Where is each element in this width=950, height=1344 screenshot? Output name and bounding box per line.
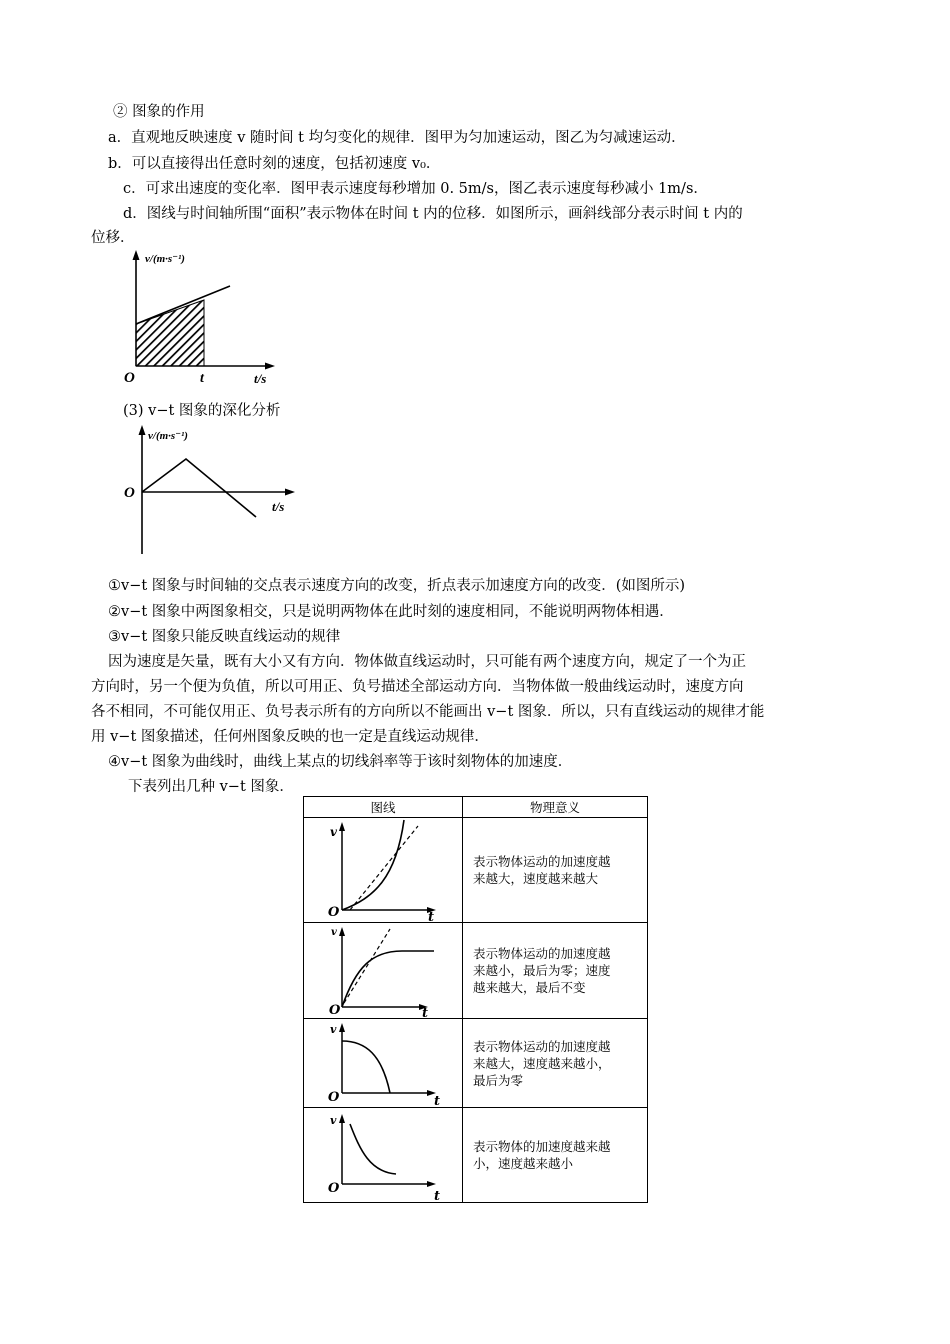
t-label: t bbox=[422, 1006, 429, 1018]
point-3: ③v−t 图象只能反映直线运动的规律 bbox=[108, 629, 341, 645]
v-label: v bbox=[330, 1023, 337, 1036]
meaning-text-line: 表示物体运动的加速度越 bbox=[473, 854, 611, 869]
graph-decel-decreasing bbox=[304, 1108, 462, 1202]
header-meaning: 物理意义 bbox=[463, 797, 648, 818]
t-mark-label: t bbox=[200, 371, 204, 386]
table-row bbox=[304, 1019, 648, 1108]
graph-decel-increasing bbox=[304, 1019, 462, 1107]
origin-label: O bbox=[124, 485, 135, 501]
vt-graph-table bbox=[303, 796, 648, 1203]
meaning-text-line: 来越大，速度越来越小， bbox=[473, 1055, 611, 1071]
meaning-cell bbox=[463, 1019, 648, 1108]
meaning-cell bbox=[463, 923, 648, 1019]
point-2: ②v−t 图象中两图象相交，只是说明两物体在此时刻的速度相同，不能说明两物体相遇． bbox=[108, 604, 674, 620]
curve bbox=[342, 820, 404, 910]
paragraph-a: a．直观地反映速度 v 随时间 t 均匀变化的规律．图甲为匀加速运动，图乙为匀减速运动． bbox=[108, 130, 686, 146]
tangent-line bbox=[350, 826, 418, 910]
t-axis-arrow bbox=[285, 489, 295, 496]
paragraph-c: c．可求出速度的变化率．图甲表示速度每秒增加 0. 5m/s，图乙表示速度每秒减小 1m/s． bbox=[123, 181, 708, 197]
explanation-line-1: 因为速度是矢量，既有大小又有方向．物体做直线运动时，只可能有两个速度方向，规定了一个为正 bbox=[108, 654, 746, 670]
turning-point-vt-figure bbox=[118, 422, 298, 558]
meaning-text-line: 小，速度越来越小 bbox=[473, 1156, 574, 1171]
point-4: ④v−t 图象为曲线时，曲线上某点的切线斜率等于该时刻物体的加速度． bbox=[108, 754, 573, 770]
v-label: v bbox=[330, 825, 337, 839]
meaning-text-line: 越来越大，最后不变 bbox=[473, 980, 586, 995]
paragraph-d-continued: 位移． bbox=[91, 230, 135, 246]
tangent-line bbox=[344, 929, 390, 1003]
meaning-text-line: 最后为零 bbox=[473, 1072, 524, 1088]
meaning-text-line: 来越小，最后为零；速度 bbox=[473, 963, 611, 978]
origin-label: O bbox=[328, 1181, 340, 1196]
curve bbox=[350, 1124, 396, 1174]
meaning-cell bbox=[463, 1108, 648, 1203]
v-label: v bbox=[331, 927, 337, 938]
graph-cell bbox=[304, 1108, 463, 1203]
meaning-text-line: 表示物体运动的加速度越 bbox=[473, 946, 611, 961]
graph-cell bbox=[304, 818, 463, 923]
graph-accel-decreasing-to-zero bbox=[304, 923, 462, 1018]
origin-label: O bbox=[329, 1003, 341, 1018]
t-label: t bbox=[434, 1189, 441, 1202]
v-axis-arrow bbox=[139, 425, 146, 435]
explanation-line-3: 各不相同，不可能仅用正、负号表示所有的方向所以不能画出 v−t 图象．所以，只有直线运动的规律才能 bbox=[91, 704, 765, 720]
table-header-row bbox=[304, 797, 648, 818]
origin-label: O bbox=[328, 905, 340, 920]
curve bbox=[342, 951, 434, 1007]
graph-cell bbox=[304, 1019, 463, 1108]
t-axis-label: t/s bbox=[254, 371, 267, 386]
graph-cell bbox=[304, 923, 463, 1019]
section-heading-graph-role: ② 图象的作用 bbox=[113, 104, 205, 120]
velocity-polyline bbox=[142, 459, 256, 517]
t-axis-label: t/s bbox=[272, 499, 285, 514]
v-axis-arrow bbox=[133, 250, 140, 260]
origin-label: O bbox=[328, 1090, 340, 1105]
area-under-vt-figure bbox=[118, 248, 288, 390]
v-label: v bbox=[330, 1114, 337, 1127]
meaning-text-line: 表示物体的加速度越来越 bbox=[473, 1139, 611, 1154]
table-row bbox=[304, 1108, 648, 1203]
explanation-line-2: 方向时，另一个便为负值，所以可用正、负号描述全部运动方向．当物体做一般曲线运动时，速度方向 bbox=[91, 679, 744, 695]
origin-label: O bbox=[124, 370, 135, 386]
section-heading-deep-analysis: (3) v−t 图象的深化分析 bbox=[123, 403, 281, 419]
v-axis-label: v/(m·s⁻¹) bbox=[148, 430, 188, 442]
meaning-text-line: 来越大，速度越来越大 bbox=[473, 871, 599, 886]
paragraph-b: b．可以直接得出任意时刻的速度，包括初速度 v₀． bbox=[108, 156, 441, 172]
graph-accel-increasing bbox=[304, 818, 462, 922]
t-label: t bbox=[428, 910, 435, 922]
curve bbox=[342, 1041, 390, 1093]
v-axis-label: v/(m·s⁻¹) bbox=[145, 253, 185, 265]
meaning-cell bbox=[463, 818, 648, 923]
explanation-line-4: 用 v−t 图象描述，任何州图象反映的也一定是直线运动规律． bbox=[91, 729, 489, 745]
table-row bbox=[304, 818, 648, 923]
t-axis-arrow bbox=[265, 363, 275, 370]
paragraph-d: d．图线与时间轴所围“面积”表示物体在时间 t 内的位移．如图所示，画斜线部分表示时间 t 内的 bbox=[123, 206, 743, 222]
header-graph: 图线 bbox=[304, 797, 463, 818]
table-intro: 下表列出几种 v−t 图象． bbox=[128, 779, 294, 795]
point-1: ①v−t 图象与时间轴的交点表示速度方向的改变，折点表示加速度方向的改变．(如图所示) bbox=[108, 578, 686, 594]
t-label: t bbox=[434, 1094, 441, 1107]
meaning-text-line: 表示物体运动的加速度越 bbox=[473, 1038, 611, 1054]
table-row bbox=[304, 923, 648, 1019]
